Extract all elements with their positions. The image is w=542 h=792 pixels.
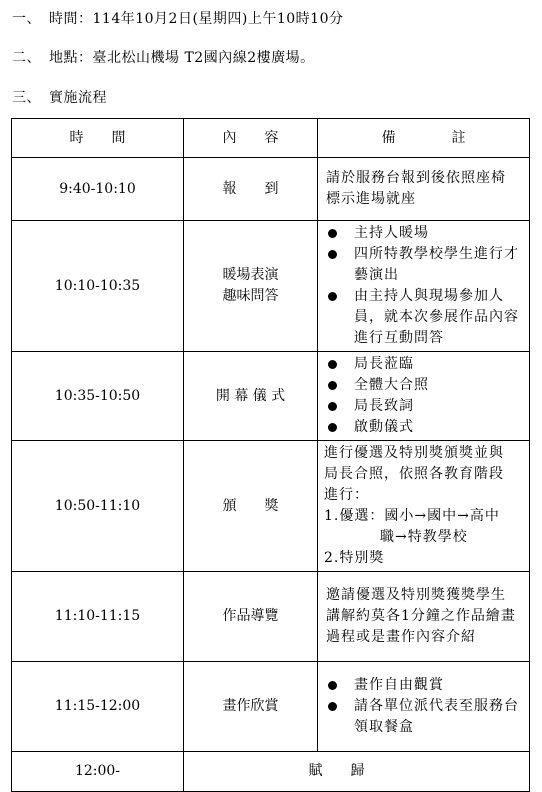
list-item: 主持人暖場 bbox=[326, 223, 521, 244]
row-content bbox=[184, 158, 318, 221]
table-row bbox=[12, 221, 530, 352]
note-line: 職→特教學校 bbox=[380, 529, 468, 545]
note-line: 進行： bbox=[324, 487, 369, 503]
bullet-icon bbox=[328, 681, 337, 690]
row-content-line: 暖場表演 bbox=[222, 267, 279, 283]
row-content-line: 報 到 bbox=[222, 180, 279, 197]
bullet-icon bbox=[328, 381, 337, 390]
row-content-line: 畫作欣賞 bbox=[222, 698, 279, 714]
schedule-table bbox=[11, 118, 530, 792]
row-content bbox=[184, 662, 318, 752]
row-notes bbox=[318, 441, 530, 572]
heading-location-text: 地點：臺北松山機場 T2國內線2樓廣場。 bbox=[49, 50, 315, 66]
heading-time bbox=[12, 8, 344, 28]
row-notes bbox=[318, 662, 530, 752]
heading-schedule-num: 三、 bbox=[12, 90, 41, 106]
note-line: 2.特別獎 bbox=[324, 550, 385, 566]
row-time: 10:35-10:50 bbox=[12, 352, 184, 441]
list-item: 局長致詞 bbox=[326, 396, 521, 417]
row-content-line: 開 幕 儀 式 bbox=[215, 387, 286, 404]
bullet-icon bbox=[328, 250, 337, 259]
row-content-line: 賦 歸 bbox=[308, 763, 365, 779]
header-notes: 備 註 bbox=[318, 119, 530, 158]
row-time: 10:50-11:10 bbox=[12, 441, 184, 572]
row-notes bbox=[318, 221, 530, 352]
bullet-icon bbox=[328, 702, 337, 711]
note-line: 請於服務台報到後依照座椅 bbox=[326, 170, 506, 186]
row-content bbox=[184, 352, 318, 441]
table-row bbox=[12, 662, 530, 752]
note-line: 講解約莫各1分鐘之作品繪畫 bbox=[326, 608, 516, 624]
row-time: 11:15-12:00 bbox=[12, 662, 184, 752]
note-line: 邀請優選及特別獎獲獎學生 bbox=[326, 587, 506, 603]
row-time: 10:10-10:35 bbox=[12, 221, 184, 352]
heading-schedule-text: 實施流程 bbox=[49, 90, 107, 106]
bullet-icon bbox=[328, 423, 337, 432]
list-item: 畫作自由觀賞 bbox=[326, 675, 521, 696]
heading-location-num: 二、 bbox=[12, 50, 41, 66]
row-notes bbox=[318, 352, 530, 441]
list-item: 全體大合照 bbox=[326, 375, 521, 396]
header-time: 時 間 bbox=[12, 119, 184, 158]
note-line: 過程或是畫作內容介紹 bbox=[326, 629, 476, 645]
table-row bbox=[12, 572, 530, 662]
row-content-line: 作品導覽 bbox=[222, 608, 279, 624]
note-line: 進行優選及特別獎頒獎並與 bbox=[324, 445, 504, 461]
list-item: 由主持人與現場參加人員，就本次參展作品內容進行互動問答 bbox=[326, 286, 521, 349]
list-item: 請各單位派代表至服務台領取餐盒 bbox=[326, 696, 521, 738]
row-content-line: 趣味問答 bbox=[222, 288, 279, 304]
row-content bbox=[184, 572, 318, 662]
note-line: 局長合照，依照各教育階段 bbox=[324, 466, 504, 482]
bullet-icon bbox=[328, 402, 337, 411]
note-line: 1.優選：國小→國中→高中 bbox=[324, 508, 500, 524]
row-content bbox=[184, 221, 318, 352]
bullet-icon bbox=[328, 229, 337, 238]
list-item: 四所特教學校學生進行才藝演出 bbox=[326, 244, 521, 286]
heading-time-num: 一、 bbox=[12, 11, 41, 27]
table-row bbox=[12, 158, 530, 221]
bullet-icon bbox=[328, 360, 337, 369]
row-time: 9:40-10:10 bbox=[12, 158, 184, 221]
table-header-row bbox=[12, 119, 530, 158]
heading-time-text: 時間：114年10月2日(星期四)上午10時10分 bbox=[49, 11, 344, 27]
header-content: 內 容 bbox=[184, 119, 318, 158]
row-content-line: 頒 獎 bbox=[222, 497, 279, 514]
heading-location bbox=[12, 47, 315, 67]
row-time: 12:00- bbox=[12, 752, 184, 792]
list-item: 局長蒞臨 bbox=[326, 354, 521, 375]
table-row bbox=[12, 441, 530, 572]
list-item: 啟動儀式 bbox=[326, 417, 521, 438]
row-notes bbox=[318, 158, 530, 221]
row-time: 11:10-11:15 bbox=[12, 572, 184, 662]
note-line: 標示進場就座 bbox=[326, 191, 416, 207]
bullet-icon bbox=[328, 292, 337, 301]
row-notes bbox=[318, 572, 530, 662]
table-row bbox=[12, 352, 530, 441]
row-content bbox=[184, 441, 318, 572]
heading-schedule bbox=[12, 87, 107, 107]
